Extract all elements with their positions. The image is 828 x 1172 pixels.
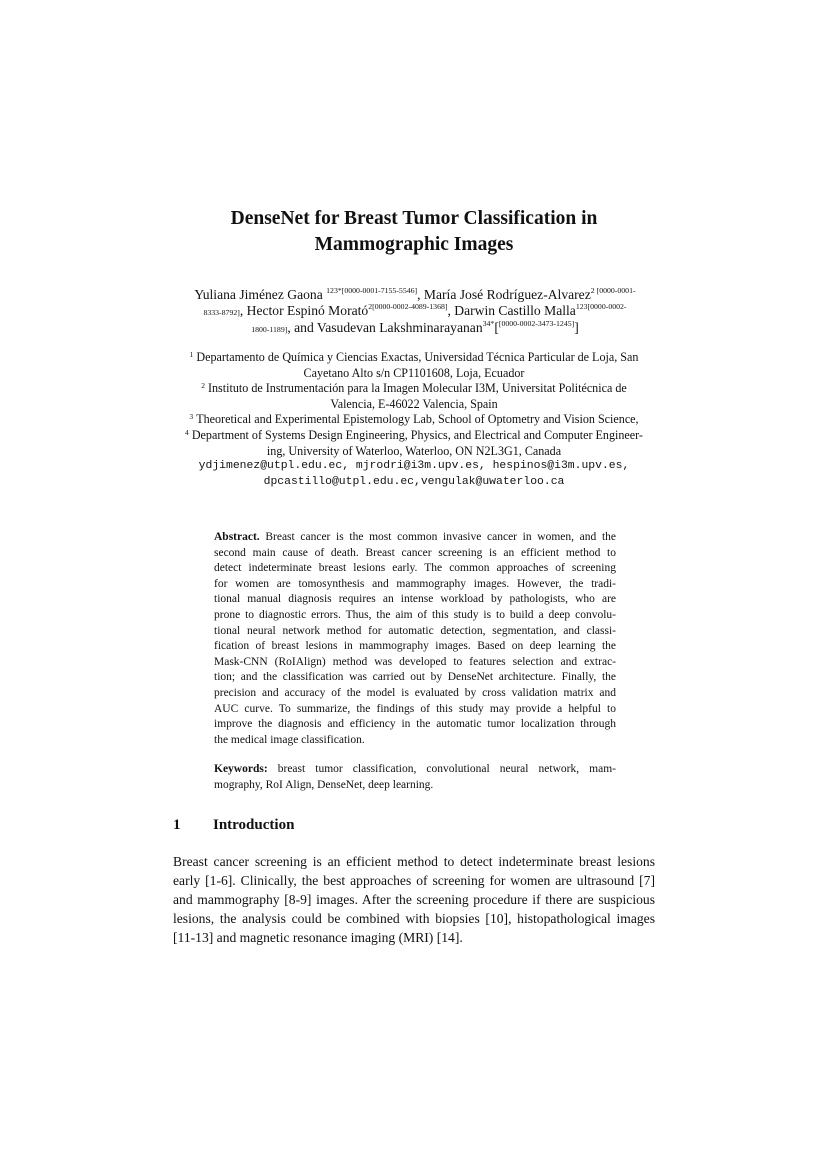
author-separator: , [447,302,455,318]
abstract-line: tion; and the classification was carried out by DenseNet architecture. Finally, the [214,671,616,684]
abstract-text: Breast cancer is the most common invasive cancer in women, and the [259,531,616,543]
paragraph-line: and mammography [8-9] images. After the screening procedure if there are suspicious [173,892,655,907]
title-line-1: DenseNet for Breast Tumor Classification in [230,208,598,229]
author-affil-sup: 123[0000-0002- [575,301,627,311]
author-name: Vasudevan Lakshminarayanan [316,320,483,335]
abstract-line: fication of breast lesions in mammography images. Based on deep learning the [214,640,616,653]
section-heading [173,817,294,834]
paragraph-line: lesions, the analysis could be combined with biopsies [10], histopathological images [173,911,655,926]
email-line-1: ydjimenez@utpl.edu.ec, mjrodri@i3m.upv.es, hespinos@i3m.upv.es, [198,460,630,472]
paragraph-line: Breast cancer screening is an efficient method to detect indeterminate breast lesions [173,854,655,869]
author-affil-sup: 123*[0000-0001-7155-5546] [326,286,418,295]
author-affil-sup-cont: 1800-1189] [251,325,288,334]
affiliation-text: Departamento de Química y Ciencias Exactas, Universidad Técnica Particular de Loja, San [196,350,639,364]
affiliation-number: 4 [185,427,189,437]
author-name: Darwin Castillo Malla [454,302,576,318]
abstract-line: AUC curve. To summarize, the findings of this study may provide a helpful to [214,702,616,715]
author-row-1 [172,287,658,303]
section-number: 1 [173,817,181,833]
author-name: Yuliana Jiménez Gaona [194,287,323,302]
author-name: Hector Espinó Morató [246,302,369,318]
keywords-label: Keywords: [214,763,268,775]
author-affil-sup-cont: 8333-8792] [203,307,240,317]
affiliation-1-cont: Cayetano Alto s/n CP1101608, Loja, Ecuador [303,365,525,380]
title-line-2: Mammographic Images [314,234,514,255]
author-name: María José Rodríguez-Alvarez [423,287,591,302]
orcid-bracket: ] [574,320,579,335]
affiliation-text: Theoretical and Experimental Epistemology Lab, School of Optometry and Vision Science, [196,412,639,427]
section-title: Introduction [213,817,295,833]
abstract-line: tional manual diagnosis requires an intense workload by pathologists, who are [214,593,616,606]
author-separator: , [417,287,424,302]
affiliation-2 [160,381,668,397]
affiliation-4 [160,428,668,444]
author-affil-sup: 34* [482,319,495,328]
affiliation-list [160,350,668,459]
abstract-line: tional neural network method for automatic detection, segmentation, and classi- [214,624,616,637]
keywords [214,762,616,793]
intro-paragraph [173,852,655,947]
abstract-line: the medical image classification. [214,733,365,746]
affiliation-number: 3 [189,412,194,422]
affiliation-2-cont: Valencia, E-46022 Valencia, Spain [330,396,498,411]
author-separator: , [239,302,247,318]
affiliation-4-cont: ing, University of Waterloo, Waterloo, ON N2L3G1, Canada [266,443,562,458]
author-affil-sup: 2[0000-0002-4089-1368] [368,301,448,311]
author-orcid: [0000-0002-3473-1245] [498,319,575,328]
affiliation-number: 2 [201,381,205,391]
abstract-line: detect indeterminate breast lesions early. The common approaches of screening [214,562,616,575]
author-list [172,287,658,338]
abstract-line: Mask-CNN (RoIAlign) method was developed to features selection and extrac- [214,655,616,668]
abstract [214,530,616,748]
abstract-line [214,530,616,546]
affiliation-number: 1 [189,350,194,359]
keywords-line [214,762,616,778]
email-line-2: dpcastillo@utpl.edu.ec,vengulak@uwaterloo.ca [263,476,565,488]
author-row-3 [172,320,658,338]
keywords-line: mography, RoI Align, DenseNet, deep learning. [214,778,434,791]
keywords-text: breast tumor classification, convolutional neural network, mam- [267,763,616,775]
abstract-line: prone to diagnostic errors. Thus, the aim of this study is to build a deep convolu- [214,608,616,621]
abstract-label: Abstract. [214,531,260,543]
author-separator: , and [287,320,317,335]
affiliation-3 [160,412,668,428]
abstract-line: second main cause of death. Breast cancer screening is an efficient method to [214,546,616,559]
abstract-line: precision and accuracy of the model is evaluated by cross validation matrix and [214,686,616,699]
affiliation-1 [160,350,668,366]
abstract-line: for women are tomosynthesis and mammography images. However, the tradi- [214,577,616,590]
affiliation-text: Instituto de Instrumentación para la Imagen Molecular I3M, Universitat Politécnica de [207,381,627,396]
orcid-bracket: [ [494,320,499,335]
affiliation-text: Department of Systems Design Engineering, Physics, and Electrical and Computer Engineer- [191,427,643,442]
paragraph-line: [11-13] and magnetic resonance imaging (MRI) [14]. [173,930,463,945]
abstract-line: improve the diagnosis and efficiency in the automatic tumor localization through [214,718,616,731]
author-affil-sup: 2 [0000-0001- [590,286,636,295]
paragraph-line: early [1-6]. Clinically, the best approaches of screening for women are ultrasound [7] [173,873,655,888]
author-row-2 [172,303,658,321]
paper-title [150,206,678,258]
author-emails [160,458,668,490]
